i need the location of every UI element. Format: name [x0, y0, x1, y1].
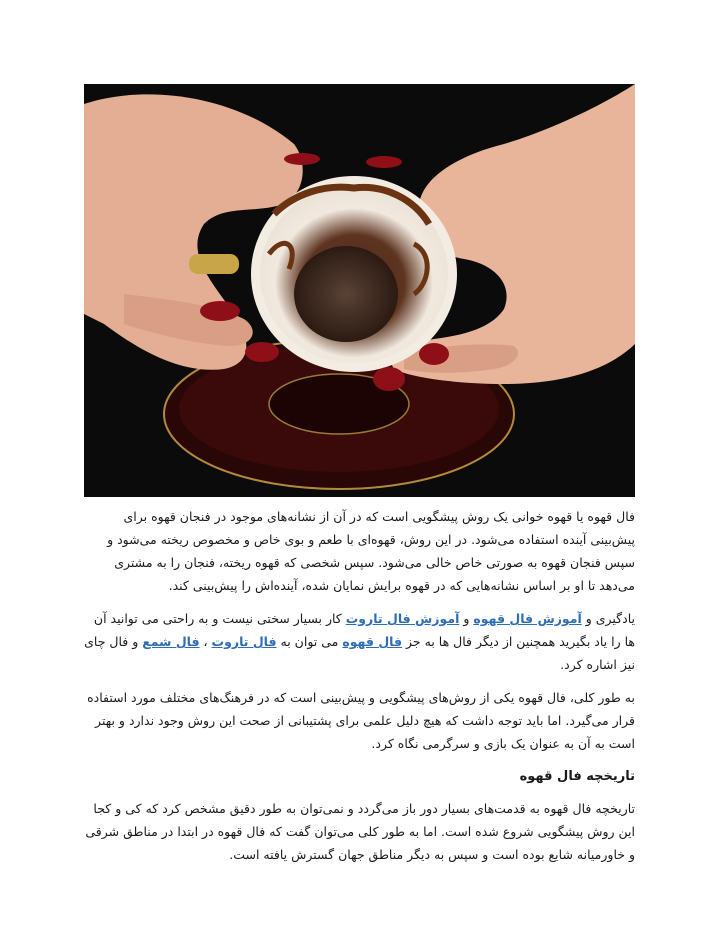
- nail: [245, 342, 279, 362]
- intro-paragraph: فال قهوه یا قهوه خوانی یک روش پیشگویی است که در آن از نشانه‌های موجود در فنجان قهوه برای پیش‌بینی آینده استفاده می‌شود. در این روش، قهوه‌ای با طعم و بوی خاص و مخصوص ریخته می‌شود و سپس فنجان قهوه به صورتی خاص خالی می‌شود. سپس شخصی که قهوه ریخته، فنجان را به مشتری می‌دهد تا او بر اساس نشانه‌هایی که در قهوه برایش نمایان شده، آینده‌اش را پیش‌بینی کند.: [107, 509, 635, 593]
- nail: [200, 301, 240, 321]
- text-segment: کار بسیار سختی نیست و به راحتی می توانید آن ها را یاد بگیرید همچنین از دیگر فال ها به جز: [93, 611, 635, 649]
- text-segment: یادگیری و: [581, 611, 635, 626]
- history-heading: تاریخچه فال قهوه: [519, 769, 635, 784]
- ring: [189, 254, 239, 274]
- link-tarot-reading[interactable]: فال تاروت: [211, 634, 277, 649]
- text-segment: ،: [199, 634, 212, 649]
- text-segment: و فال چای نیز اشاره کرد.: [84, 634, 635, 672]
- history-paragraph: تاریخچه فال قهوه به قدمت‌های بسیار دور باز می‌گردد و نمی‌توان به طور دقیق مشخص کرد که کی و کجا این روش پیشگویی شروع شده است. اما به طور کلی می‌توان گفت که فال قهوه در ابتدا در مناطق شرقی و خاورمیانه شایع بوده است و سپس به دیگر مناطق جهان گسترش یافته است.: [85, 801, 635, 862]
- article-body: [84, 505, 635, 876]
- nail: [373, 367, 405, 391]
- text-segment: می توان به: [276, 634, 343, 649]
- nail: [419, 343, 449, 365]
- links-paragraph: [84, 607, 635, 676]
- coffee-cup-photo: [84, 84, 635, 497]
- coffee-cup-illustration: [84, 84, 635, 497]
- text-segment: و: [459, 611, 474, 626]
- link-learn-tarot-reading[interactable]: آموزش فال تاروت: [345, 611, 460, 626]
- link-coffee-reading[interactable]: فال قهوه: [342, 634, 403, 649]
- nail: [366, 156, 402, 168]
- nail: [284, 153, 320, 165]
- general-paragraph: به طور کلی، فال قهوه یکی از روش‌های پیشگویی و پیش‌بینی است که در فرهنگ‌های مختلف مورد استفاده قرار می‌گیرد. اما باید توجه داشت که هیچ دلیل علمی برای پشتیبانی از صحت این روش وجود ندارد و بهتر است به آن به عنوان یک بازی و سرگرمی نگاه کرد.: [87, 690, 635, 751]
- link-candle-reading[interactable]: فال شمع: [142, 634, 200, 649]
- link-learn-coffee-reading[interactable]: آموزش فال قهوه: [473, 611, 582, 626]
